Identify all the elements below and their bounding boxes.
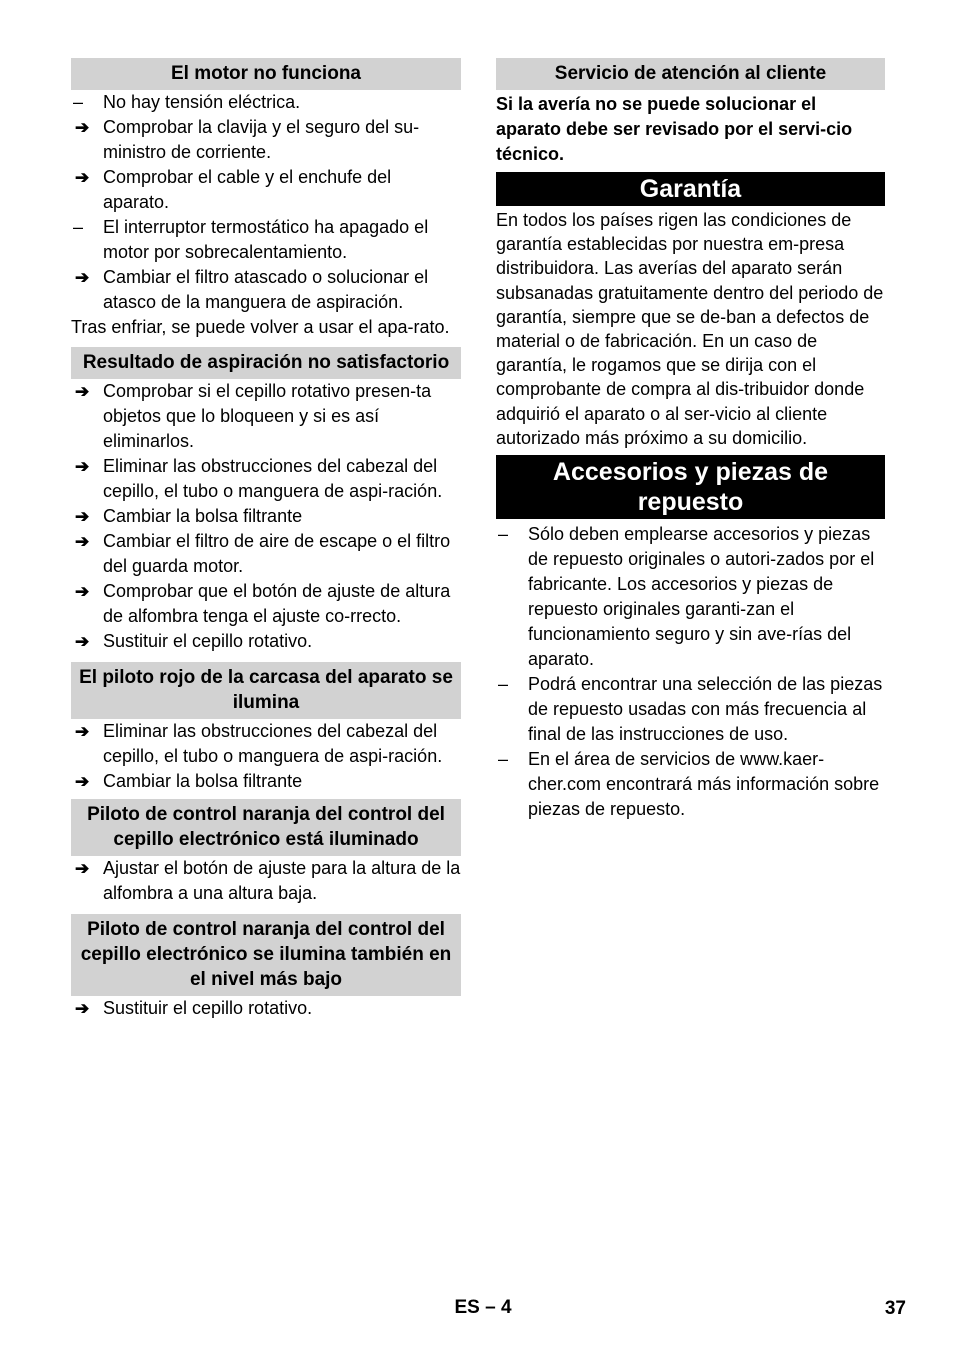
list-item: – Podrá encontrar una selección de las piezas de repuesto usadas con más frecuencia al final de las instrucciones de uso. [498, 674, 883, 745]
heading-suction-result: Resultado de aspiración no satisfactorio [71, 347, 461, 379]
heading-red-light: El piloto rojo de la carcasa del aparato se ilumina [71, 662, 461, 719]
left-column [71, 58, 461, 1021]
arrow-right-icon: ➔ [75, 507, 90, 527]
list-item: ➔ Comprobar el cable y el enchufe del aparato. [75, 167, 392, 212]
list-item: ➔ Comprobar la clavija y el seguro del su-ministro de corriente. [75, 117, 420, 162]
dash-icon: – [498, 524, 509, 545]
list-orange-light-lowest [71, 996, 461, 1021]
customer-service-text: Si la avería no se puede solucionar el aparato debe ser revisado por el servi-cio técnico. [496, 94, 853, 164]
arrow-right-icon: ➔ [75, 168, 90, 187]
arrow-right-icon: ➔ [75, 772, 90, 792]
arrow-right-icon: ➔ [75, 382, 90, 402]
heading-warranty: Garantía [496, 172, 885, 206]
list-suction-result [71, 379, 461, 654]
list-item: – Sólo deben emplearse accesorios y piezas de repuesto originales o autori-zados por el fabricante. Los accesorios y piezas de repuesto originales garanti-zan el funcionamiento seguro y sin ave-rías del aparato. [498, 524, 875, 670]
dash-icon: – [73, 217, 84, 237]
heading-accessories: Accesorios y piezas de repuesto [496, 455, 885, 519]
arrow-right-icon: ➔ [75, 582, 90, 602]
list-item: ➔ Sustituir el cepillo rotativo. [71, 996, 461, 1021]
list-item: ➔ Ajustar el botón de ajuste para la altura de la alfombra a una altura baja. [75, 858, 461, 904]
list-item: ➔ Cambiar la bolsa filtrante [71, 504, 461, 529]
arrow-right-icon: ➔ [75, 268, 90, 287]
list-red-light [71, 719, 461, 794]
arrow-right-icon: ➔ [75, 722, 90, 742]
list-item: ➔ Sustituir el cepillo rotativo. [71, 629, 461, 654]
list-item: ➔ Cambiar el filtro atascado o solucionar el atasco de la manguera de aspiración. [75, 267, 429, 312]
heading-motor-not-working: El motor no funciona [71, 58, 461, 90]
list-item: – En el área de servicios de www.kaer-cher.com encontrará más información sobre piezas de repuesto. [498, 749, 880, 820]
note-cooling: Tras enfriar, se puede volver a usar el apa-rato. [71, 317, 450, 337]
right-column [496, 58, 885, 822]
list-motor-not-working [71, 90, 461, 315]
list-item: ➔ Cambiar la bolsa filtrante [71, 769, 461, 794]
list-item: ➔ Eliminar las obstrucciones del cabezal del cepillo, el tubo o manguera de aspi-ración. [75, 721, 443, 767]
heading-orange-light-on: Piloto de control naranja del control del cepillo electrónico está iluminado [71, 799, 461, 856]
arrow-right-icon: ➔ [75, 859, 90, 879]
heading-customer-service: Servicio de atención al cliente [496, 58, 885, 90]
dash-icon: – [73, 92, 84, 112]
list-orange-light-on [71, 856, 461, 906]
page-number: 37 [884, 1298, 906, 1319]
arrow-right-icon: ➔ [75, 999, 90, 1019]
arrow-right-icon: ➔ [75, 632, 90, 652]
list-item: ➔ Eliminar las obstrucciones del cabezal del cepillo, el tubo o manguera de aspi-ración. [75, 456, 443, 502]
dash-icon: – [498, 674, 509, 695]
dash-icon: – [498, 749, 509, 770]
list-item: – El interruptor termostático ha apagado el motor por sobrecalentamiento. [73, 217, 429, 262]
footer-section-label: ES – 4 [454, 1297, 512, 1318]
arrow-right-icon: ➔ [75, 118, 90, 137]
list-accessories [496, 522, 885, 822]
warranty-text: En todos los países rigen las condiciones de garantía establecidas por nuestra em-presa distribuidora. Las averías del aparato serán subsanadas gratuitamente dentro del periodo de garantía, siempre que se de-ban a defectos de material o de fabricación. En un caso de garantía, le rogamos que se dirija con el comprobante de compra al dis-tribuidor donde adquirió el aparato o al ser-vicio al cliente autorizado más próximo a su domicilio. [496, 210, 884, 448]
list-item: – No hay tensión eléctrica. [71, 90, 461, 115]
list-item: ➔ Comprobar si el cepillo rotativo presen-ta objetos que lo bloqueen y si es así eliminarlos. [75, 381, 432, 452]
list-item: ➔ Comprobar que el botón de ajuste de altura de alfombra tenga el ajuste co-rrecto. [75, 581, 451, 627]
arrow-right-icon: ➔ [75, 532, 90, 552]
arrow-right-icon: ➔ [75, 457, 90, 477]
list-item: ➔ Cambiar el filtro de aire de escape o el filtro del guarda motor. [75, 531, 451, 577]
heading-orange-light-lowest: Piloto de control naranja del control del cepillo electrónico se ilumina también en el nivel más bajo [71, 914, 461, 996]
